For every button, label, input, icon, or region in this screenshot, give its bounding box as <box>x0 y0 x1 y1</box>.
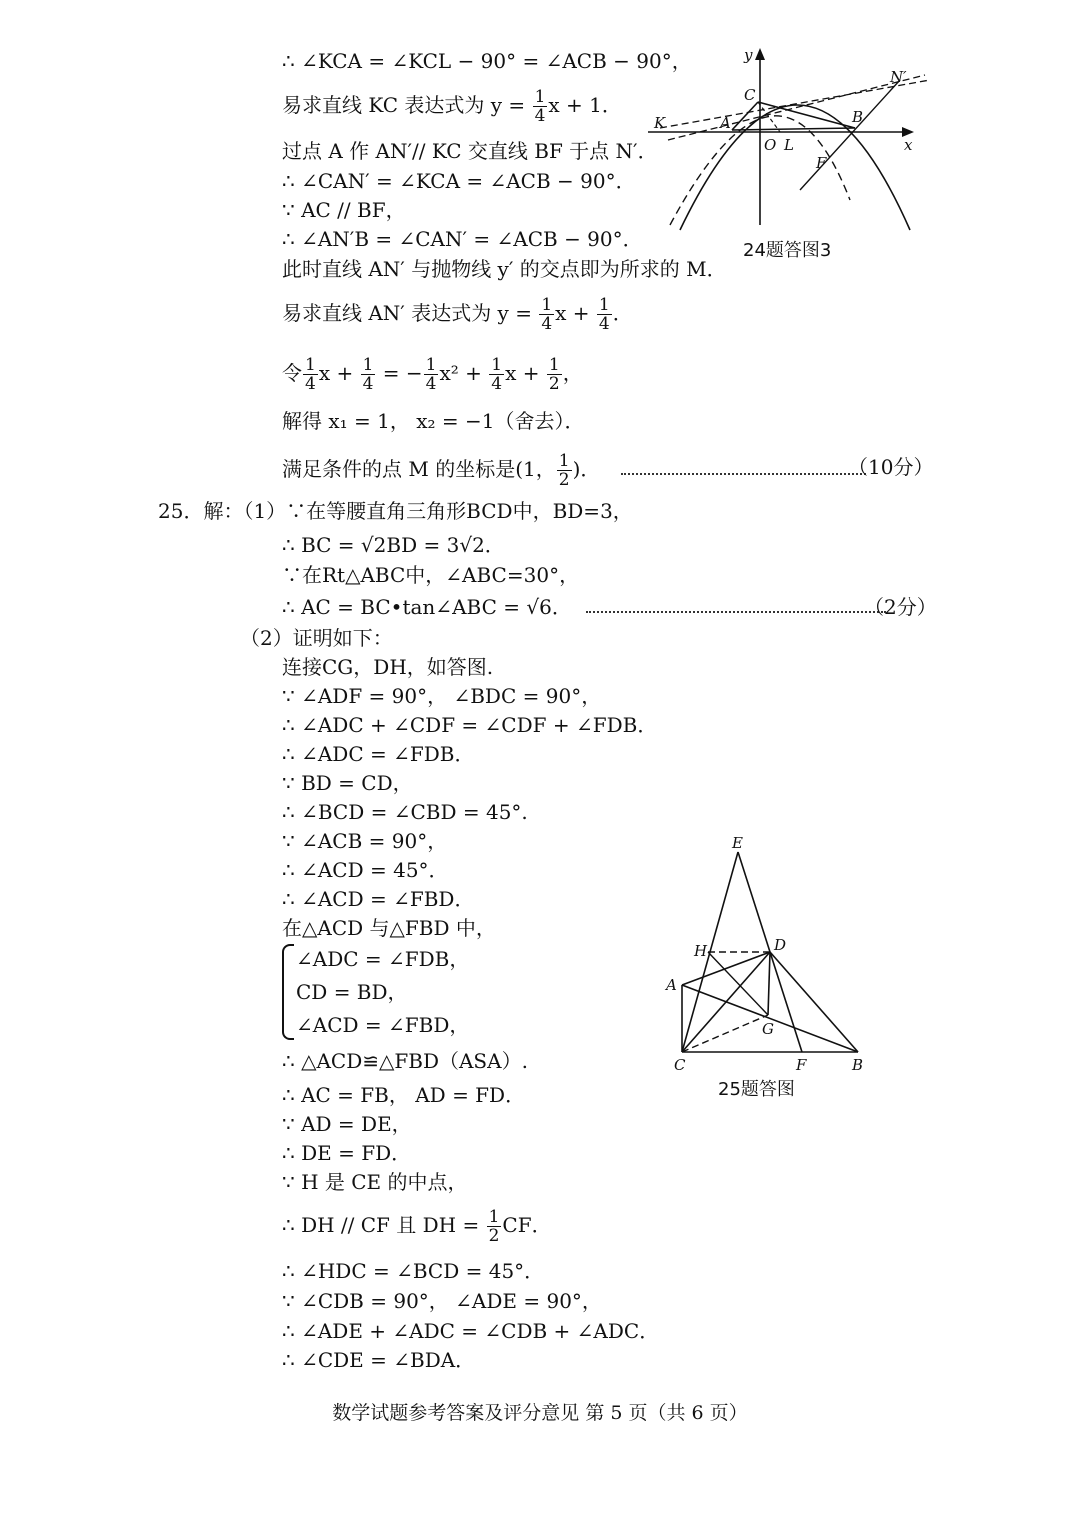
label-h: H <box>694 942 708 960</box>
p2-brace-2: CD = BD， <box>296 980 408 1004</box>
p2-line-06: ∴ ∠BCD = ∠CBD = 45°. <box>282 800 528 824</box>
label-c: C <box>674 1056 686 1074</box>
q25-ac: ∴ AC = BC•tan∠ABC = √6． <box>282 594 886 620</box>
p2-line-01: 连接CG，DH，如答图. <box>282 655 494 679</box>
line-equation: 令 $\frac{1}{4}$ x + $\frac{1}{4}$ = − $\frac{1}{4}$ x² + $\frac{1}{4}$ x + $\frac{1}{2}$ ， <box>282 355 583 394</box>
line-intersection-m: 此时直线 AN′ 与抛物线 y′ 的交点即为所求的 M． <box>282 257 727 281</box>
label-g: G <box>762 1020 774 1038</box>
line-anb: ∴ ∠AN′B = ∠CAN′ = ∠ACB − 90°． <box>282 227 643 251</box>
line-can: ∴ ∠CAN′ = ∠KCA = ∠ACB − 90°． <box>282 169 636 193</box>
parabola <box>680 105 910 230</box>
p2-line-19: ∴ ∠ADE + ∠ADC = ∠CDB + ∠ADC． <box>282 1319 660 1343</box>
p2-line-08: ∴ ∠ACD = 45°． <box>282 858 449 882</box>
label-a: A <box>720 114 731 132</box>
line-solve: 解得 x₁ = 1， x₂ = −1（舍去）． <box>282 409 585 433</box>
label-k: K <box>654 114 666 132</box>
figure-25 <box>660 830 880 1080</box>
label-a: A <box>666 976 677 994</box>
q25-rt-abc: ∵在Rt△ABC中，∠ABC=30°， <box>282 563 580 587</box>
p2-line-16: ∴ DH // CF 且 DH = $\frac{1}{2}$ CF． <box>282 1207 552 1246</box>
line-an-expression: 易求直线 AN′ 表达式为 y = $\frac{1}{4}$ x + $\frac{1}{4}$ ． <box>282 295 633 334</box>
p2-line-03: ∴ ∠ADC + ∠CDF = ∠CDF + ∠FDB． <box>282 713 658 737</box>
p2-line-02: ∵ ∠ADF = 90°， ∠BDC = 90°， <box>282 684 602 708</box>
line-kc <box>660 80 930 128</box>
seg-dg <box>768 952 770 1015</box>
page-footer: 数学试题参考答案及评分意见 第 5 页（共 6 页） <box>332 1402 748 1424</box>
label-e: E <box>732 834 743 852</box>
score-2: （2分） <box>864 595 937 619</box>
label-n: N′ <box>890 68 907 86</box>
line-ac-parallel-bf: ∵ AC // BF， <box>282 198 406 222</box>
p2-line-20: ∴ ∠CDE = ∠BDA． <box>282 1348 476 1372</box>
seg-df <box>770 952 802 1052</box>
figure-24-caption: 24题答图3 <box>743 240 832 261</box>
seg-cg <box>682 1015 768 1052</box>
p2-line-12: ∴ AC = FB， AD = FD． <box>282 1083 526 1107</box>
label-d: D <box>774 936 787 954</box>
seg-ab <box>682 985 858 1052</box>
label-l: L <box>784 136 794 154</box>
line-kc-expression: 易求直线 KC 表达式为 y = $\frac{1}{4}$ x + 1． <box>282 87 622 126</box>
line-kca: ∴ ∠KCA = ∠KCL − 90° = ∠ACB − 90°， <box>282 49 692 73</box>
p2-brace-1: ∠ADC = ∠FDB， <box>296 947 470 971</box>
label-b: B <box>852 1056 864 1074</box>
p2-line-15: ∵ H 是 CE 的中点， <box>282 1170 468 1194</box>
system-brace <box>282 944 294 1040</box>
p2-line-18: ∵ ∠CDB = 90°， ∠ADE = 90°， <box>282 1289 602 1313</box>
p2-line-07: ∵ ∠ACB = 90°， <box>282 829 448 853</box>
score-10: （10分） <box>848 455 934 479</box>
p2-line-05: ∵ BD = CD， <box>282 771 413 795</box>
p2-line-10: 在△ACD 与△FBD 中， <box>282 916 496 940</box>
q25-bc: ∴ BC = √2BD = 3√2． <box>282 533 505 557</box>
seg-ed <box>738 852 770 952</box>
line-an <box>668 75 925 140</box>
segment-ab <box>732 128 855 130</box>
figure-25-caption: 25题答图 <box>718 1079 795 1100</box>
label-f: F <box>796 1056 807 1074</box>
label-x: x <box>904 136 913 154</box>
line-draw-an: 过点 A 作 AN′// KC 交直线 BF 于点 N′． <box>282 139 658 163</box>
line-point-m: 满足条件的点 M 的坐标是(1， $\frac{1}{2}$ )． <box>282 452 866 489</box>
p2-line-17: ∴ ∠HDC = ∠BCD = 45°． <box>282 1259 545 1283</box>
p2-head: （2）证明如下： <box>240 626 393 650</box>
p2-brace-3: ∠ACD = ∠FBD， <box>296 1013 470 1037</box>
q25-head: 25．解：（1）∵在等腰直角三角形BCD中，BD=3， <box>158 499 633 523</box>
label-f: F <box>816 154 827 172</box>
label-b: B <box>852 108 864 126</box>
p2-line-04: ∴ ∠ADC = ∠FDB． <box>282 742 475 766</box>
seg-db <box>770 952 858 1052</box>
p2-line-13: ∵ AD = DE， <box>282 1112 412 1136</box>
p2-line-14: ∴ DE = FD． <box>282 1141 412 1165</box>
line-bf <box>800 80 900 190</box>
label-c: C <box>744 86 756 104</box>
segment-ca <box>732 102 758 130</box>
label-y: y <box>744 46 753 64</box>
label-o: O <box>764 136 777 154</box>
p2-line-11: ∴ △ACD≌△FBD（ASA）. <box>282 1049 528 1073</box>
p2-line-09: ∴ ∠ACD = ∠FBD． <box>282 887 475 911</box>
